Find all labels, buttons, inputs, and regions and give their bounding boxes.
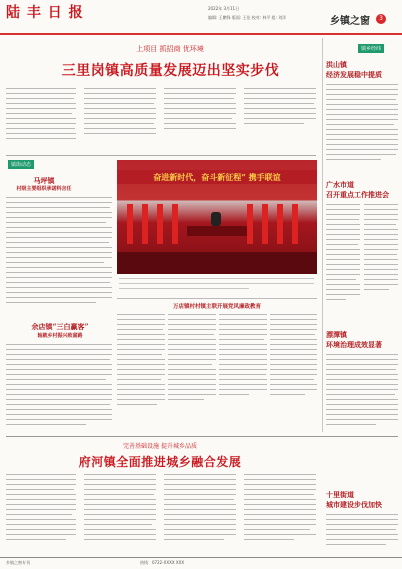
lead-headline: 三里岗镇高质量发展迈出坚实步伐 [61,63,280,79]
bottom-kicker: 完善基础设施 提升城乡品质 [123,443,197,450]
page-number: 3 [376,14,386,24]
photo-story-title: 万店镇村村镇主联开展党风廉政教育 [172,304,261,310]
header-rule [0,33,402,35]
right-story-3-subtitle: 环境治理成效显著 [326,340,382,349]
left-story-1-subtitle: 村级主要组织承诺科言任 [16,186,72,192]
flags-row [117,204,317,244]
right-story-1-subtitle: 经济发展稳中提质 [326,70,382,79]
lead-story-body [6,88,316,152]
section-title: 乡镇之窗 [330,16,370,27]
right-story-4-body [326,514,398,554]
photo-caption-body [119,276,314,291]
right-story-2-body [326,204,398,314]
divider [6,436,398,437]
right-story-1-body [326,84,398,164]
right-story-4-subtitle: 城市建设步伐加快 [326,500,382,509]
divider [117,298,317,299]
right-story-3-title: 漂潭镇 [326,330,347,339]
left-story-1-title: 马坪镇 [33,176,55,185]
right-column-tag: 镇乡经纬 [358,44,384,53]
footer-mid: 热线：0722-XXXX XXX [140,560,185,565]
left-story-2-title: 余店镇“三白赢客” [31,322,89,331]
left-story-2-body [6,344,112,429]
photo-banner: 奋进新时代，奋斗新征程” 携手联谊 [117,170,317,184]
event-photo [117,160,317,274]
issue-date: 2022年 3月11日 [208,6,240,11]
right-story-4-title: 十里街道 [326,490,354,499]
bottom-headline: 府河镇全面推进城乡融合发展 [78,455,242,469]
right-story-3-body [326,354,398,436]
bottom-story-body [6,474,316,554]
lead-kicker: 上项目 抓招商 优环境 [136,45,204,53]
left-column-tag: 镇街动态 [8,160,34,169]
right-story-2-title: 广水市道 [326,180,354,189]
newspaper-logo: 陆 丰 日 报 [6,5,84,21]
divider [6,155,316,156]
column-divider [322,38,323,432]
right-story-2-subtitle: 召开重点工作推进会 [326,190,389,199]
footer-rule [0,557,402,558]
photo-story-body [117,314,317,434]
editor-line: 编辑: 王鹏锋 版面: 王佳 校对: 林平 组: 刘洋 [208,15,287,20]
left-story-1-body [6,197,112,317]
footer-left: 乡镇之窗专刊 [6,560,30,565]
left-story-2-subtitle: 轴就乡村振兴致富路 [37,333,83,339]
right-story-1-title: 洪山镇 [326,60,347,69]
